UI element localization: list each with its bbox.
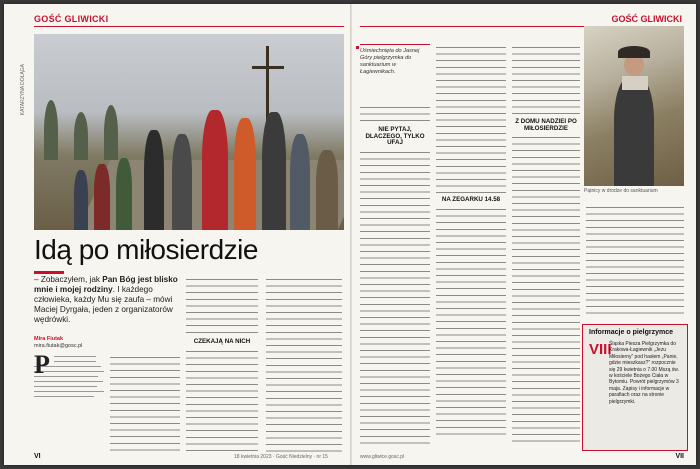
- footer-url: www.gliwice.gosc.pl: [360, 454, 405, 460]
- lead-bold: Pan Bóg jest blisko mnie i mojej rodziny: [34, 275, 178, 294]
- author-name: Mira Fiutak: [34, 336, 64, 342]
- footer-issue-info: 18 kwietnia 2023 · Gość Niedzielny · nr 15: [234, 454, 328, 460]
- body-column-3: [186, 276, 258, 454]
- lead-prefix: – Zobaczyłem, jak: [34, 275, 103, 284]
- pullquote-marker: [356, 46, 359, 49]
- info-box-text: Śląska Piesza Pielgrzymka do Krakowa-Łagiewnik „Jezu Miłosierny” pod hasłem „Panie, gdzie mieszkasz?” rozpocznie się 29 kwietnia o 7.00 Mszą św. w kościele Bożego Ciała w Bytomiu. Powrót pielgrzymów 3 maja. Zapisy i informacje w parafiach oraz na stronie pielgrzymki.: [609, 341, 680, 405]
- body-column-4: [266, 276, 342, 454]
- body-column-8: [586, 204, 684, 319]
- subhead-2: NIE PYTAJ, DLACZEGO, TYLKO UFAJ: [365, 126, 425, 147]
- header-rule-left: [34, 26, 344, 27]
- body-column-5: [360, 104, 430, 449]
- section-header-left: GOŚĆ GLIWICKI: [34, 14, 109, 24]
- lead-suffix: . I każdego człowieka, każdy Mu się zaufa – mówi Maciej Dyrgała, jeden z organizatorów wędrówki.: [34, 285, 173, 324]
- footer-left: [34, 453, 41, 460]
- article-lead: [34, 275, 182, 325]
- info-box-number: VIII: [589, 341, 612, 358]
- portrait-photo: [584, 26, 684, 186]
- portrait-caption: Pątnicy w drodze do sanktuarium: [584, 188, 658, 194]
- subhead-4: Z DOMU NADZIEI PO MIŁOSIERDZIE: [515, 118, 577, 132]
- page-number-right: VII: [675, 453, 684, 460]
- body-column-1: P: [34, 354, 104, 454]
- subhead-1: CZEKAJĄ NA NICH: [193, 338, 251, 345]
- body-column-2: [110, 354, 180, 454]
- article-title: Idą po miłosierdzie: [34, 234, 258, 265]
- body-column-6: [436, 44, 506, 449]
- author-block: [34, 336, 82, 350]
- info-box-title: Informacje o pielgrzymce: [589, 329, 674, 336]
- info-box: [582, 324, 688, 451]
- page-number-left: VI: [34, 453, 41, 460]
- body-column-7: [512, 44, 580, 449]
- lead-accent-bar: [34, 271, 64, 274]
- pilgrimage-photo: [34, 34, 344, 230]
- pullquote: Uśmiechnięta do Jasnej Góry pielgrzymka do sanktuarium w Łagiewnikach.: [360, 44, 430, 76]
- author-email: mira.fiutak@gosc.pl: [34, 343, 83, 349]
- page-gutter: [350, 4, 352, 465]
- magazine-spread: [4, 4, 696, 465]
- section-header-right: GOŚĆ GLIWICKI: [611, 14, 682, 24]
- photo-credit: KATARZYNA DOŁĄGA: [20, 64, 26, 116]
- subhead-3: NA ZEGARKU 14.58: [441, 196, 501, 203]
